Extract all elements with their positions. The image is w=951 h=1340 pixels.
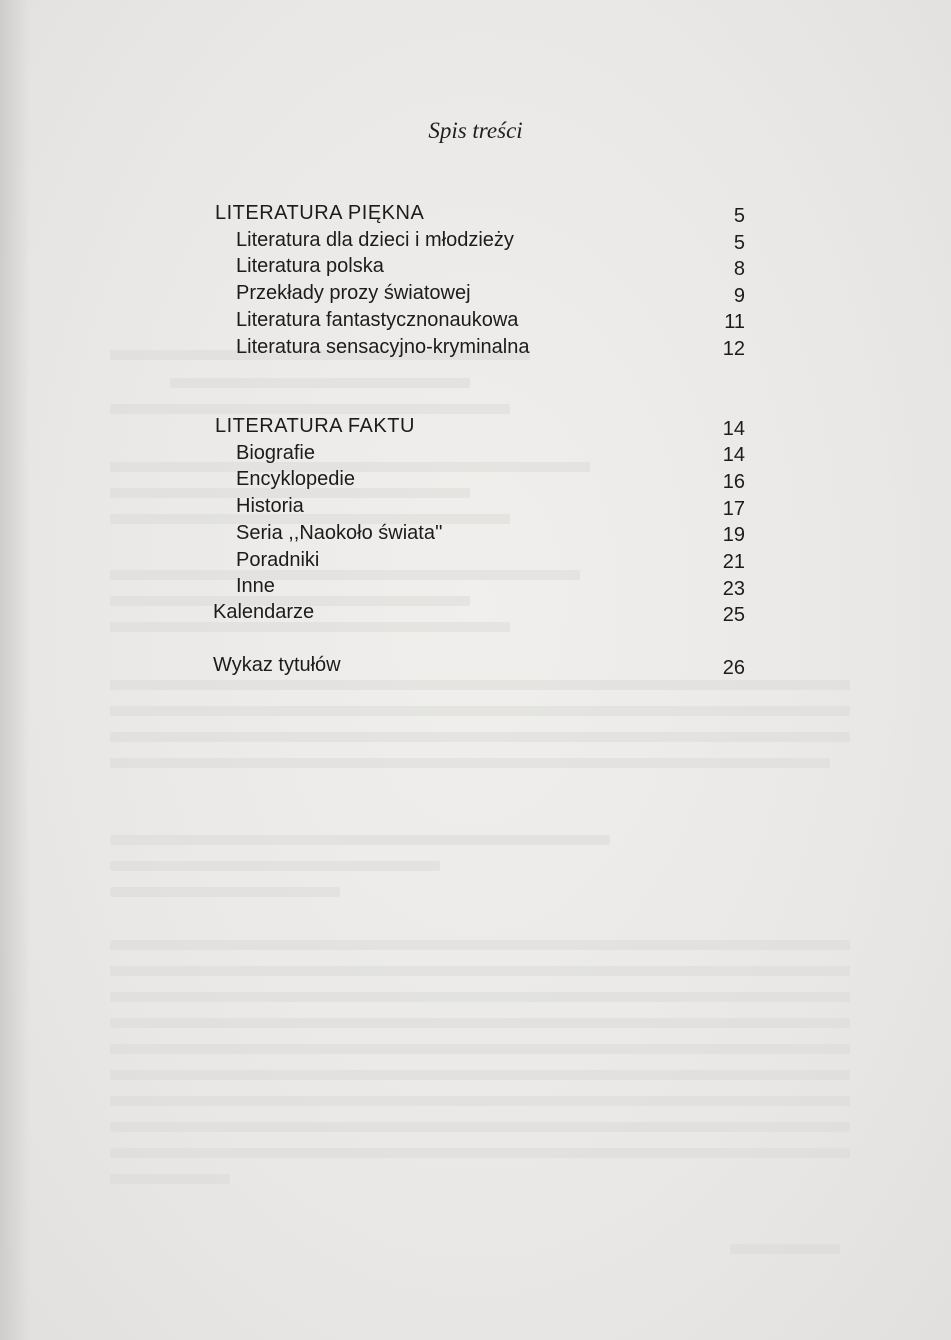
toc-entry-label: Seria ,,Naokoło świata'' <box>236 522 443 544</box>
toc-heading: Spis treści <box>428 118 523 143</box>
toc-entry-label: Literatura fantastycznonaukowa <box>236 309 519 331</box>
toc-entry-label: Literatura polska <box>236 255 384 277</box>
toc-page-number: 16 <box>722 471 745 493</box>
toc-entry-label: Biografie <box>236 442 315 464</box>
toc-entry-label: Kalendarze <box>213 601 315 623</box>
toc-section-label: LITERATURA FAKTU <box>215 415 415 437</box>
toc-page-number: 25 <box>722 604 745 626</box>
toc-page-number: 17 <box>722 498 745 520</box>
toc-entry-label: Przekłady prozy światowej <box>236 282 471 304</box>
toc-page-number: 14 <box>722 418 745 440</box>
toc-page-number: 26 <box>722 657 745 679</box>
toc-section-label: LITERATURA PIĘKNA <box>215 202 425 224</box>
page-edge-shadow <box>0 0 30 1340</box>
toc-entry-label: Wykaz tytułów <box>213 654 341 676</box>
toc-page-number: 12 <box>722 338 745 360</box>
toc-entry-label: Historia <box>236 495 304 517</box>
toc-page-number: 21 <box>722 551 745 573</box>
toc-entry-label: Inne <box>236 575 275 597</box>
toc-page-number: 19 <box>722 524 745 546</box>
toc-entry-label: Encyklopedie <box>236 468 355 490</box>
toc-entry-label: Poradniki <box>236 549 320 571</box>
toc-entry-label: Literatura dla dzieci i młodzieży <box>236 229 514 251</box>
toc-page-number: 8 <box>733 258 745 280</box>
toc-page-number: 11 <box>724 311 745 333</box>
toc-entry-label: Literatura sensacyjno-kryminalna <box>236 336 530 358</box>
toc-page-number: 23 <box>722 578 745 600</box>
toc-page-number: 9 <box>733 285 745 307</box>
toc-page-number: 14 <box>722 444 745 466</box>
toc-page-number: 5 <box>733 232 745 254</box>
toc-page-number: 5 <box>733 205 745 227</box>
